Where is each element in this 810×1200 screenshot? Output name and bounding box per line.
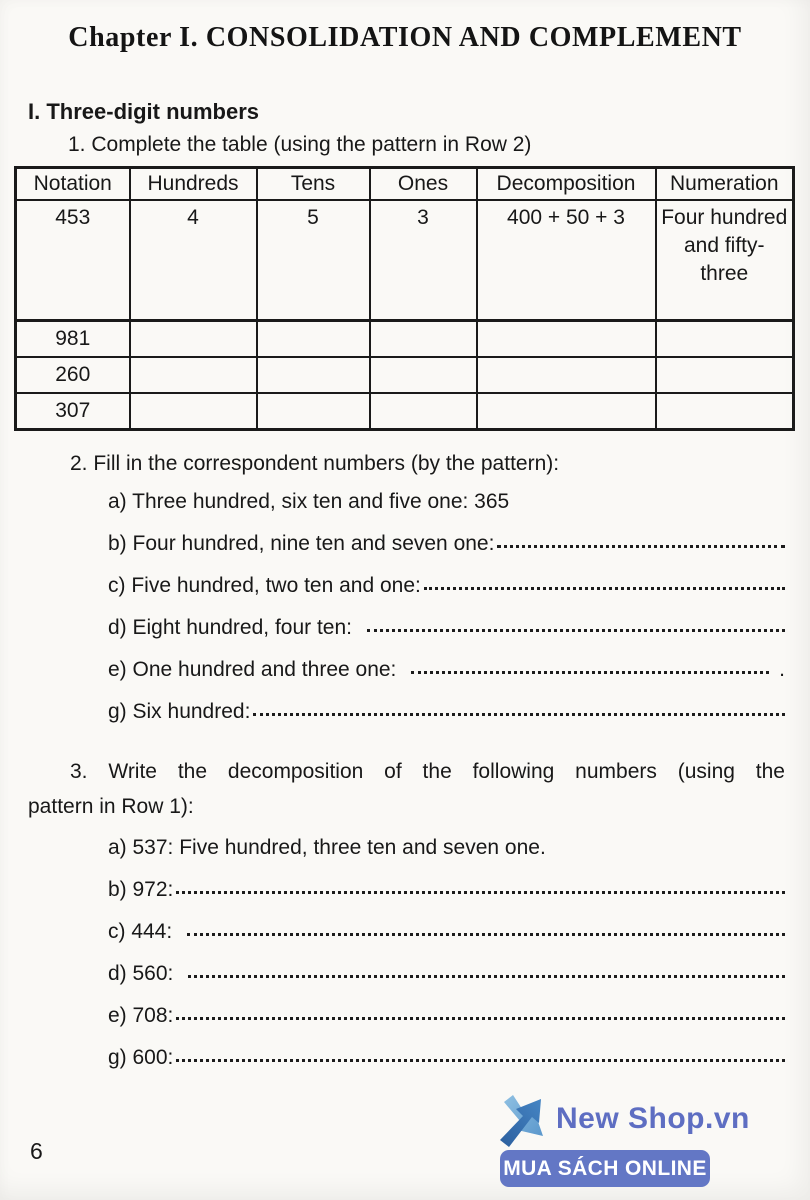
cell-ones [370,320,477,357]
cell-decomposition [477,357,656,393]
exercise3-item-a [108,836,785,878]
newshop-tagline: MUA SÁCH ONLINE [503,1156,707,1180]
answer-line [187,933,785,936]
column-header-numeration: Numeration [656,168,794,201]
item-label: e) 708: [108,1004,174,1027]
answer-line [253,713,785,716]
answer-line [411,671,769,674]
cell-numeration [656,393,794,430]
item-label: d) Eight hundred, four ten: [108,616,364,639]
cell-tens [257,320,370,357]
exercise3-item-b [108,878,785,920]
cell-notation: 260 [16,357,130,393]
cell-ones [370,357,477,393]
exercise1-table [14,166,795,431]
newshop-arrow-icon [496,1090,558,1155]
exercise3-prompt-line1: 3. Write the decomposition of the following numbers (using the [70,760,785,783]
answer-line [176,1059,785,1062]
cell-numeration [656,320,794,357]
cell-hundreds: 4 [130,200,257,320]
answer-line [497,545,785,548]
table-header-row [16,168,794,201]
exercise2-item-e [108,658,785,700]
answer-line [424,587,785,590]
cell-hundreds [130,357,257,393]
page-number: 6 [30,1138,43,1164]
section-heading: I. Three-digit numbers [28,99,260,124]
cell-notation: 981 [16,320,130,357]
exercise2-prompt: 2. Fill in the correspondent numbers (by the pattern): [70,452,560,475]
cell-notation: 453 [16,200,130,320]
exercise3-item-e [108,1004,785,1046]
exercise2-item-d [108,616,785,658]
cell-tens: 5 [257,200,370,320]
table-row [16,200,794,320]
exercise3-prompt-line2: pattern in Row 1): [28,795,194,818]
item-label: c) Five hundred, two ten and one: [108,574,421,597]
exercise2-item-b [108,532,785,574]
item-label: c) 444: [108,920,184,943]
cell-tens [257,393,370,430]
exercise2-item-a [108,490,785,532]
exercise3-item-d [108,962,785,1004]
column-header-decomposition: Decomposition [477,168,656,201]
newshop-brand-text: New Shop.vn [556,1102,750,1135]
cell-tens [257,357,370,393]
item-label: a) 537: Five hundred, three ten and seven one. [108,836,546,859]
item-label: g) 600: [108,1046,174,1069]
item-label: b) Four hundred, nine ten and seven one: [108,532,495,555]
cell-decomposition: 400 + 50 + 3 [477,200,656,320]
cell-decomposition [477,393,656,430]
exercise2-items [108,490,785,742]
cell-hundreds [130,393,257,430]
chapter-title: Chapter I. CONSOLIDATION AND COMPLEMENT [68,22,742,53]
column-header-ones: Ones [370,168,477,201]
answer-line [367,629,785,632]
answer-line [176,891,785,894]
item-label: a) Three hundred, six ten and five one: 365 [108,490,510,513]
item-label: d) 560: [108,962,186,985]
cell-ones: 3 [370,200,477,320]
item-label: g) Six hundred: [108,700,251,723]
table-row [16,320,794,357]
item-label: b) 972: [108,878,174,901]
item-label: e) One hundred and three one: [108,658,409,681]
column-header-hundreds: Hundreds [130,168,257,201]
newshop-banner [500,1150,710,1187]
exercise2-item-c [108,574,785,616]
item-suffix: . [773,658,785,681]
cell-numeration: Four hundred and fifty-three [656,200,794,320]
cell-numeration [656,357,794,393]
cell-notation: 307 [16,393,130,430]
column-header-tens: Tens [257,168,370,201]
exercise3-items [108,836,785,1088]
exercise2-item-g [108,700,785,742]
answer-line [188,975,785,978]
column-header-notation: Notation [16,168,130,201]
table-row [16,393,794,430]
table-row [16,357,794,393]
answer-line [176,1017,785,1020]
exercise1-prompt: 1. Complete the table (using the pattern in Row 2) [68,133,532,156]
exercise3-item-c [108,920,785,962]
cell-ones [370,393,477,430]
cell-decomposition [477,320,656,357]
exercise3-item-g [108,1046,785,1088]
cell-hundreds [130,320,257,357]
